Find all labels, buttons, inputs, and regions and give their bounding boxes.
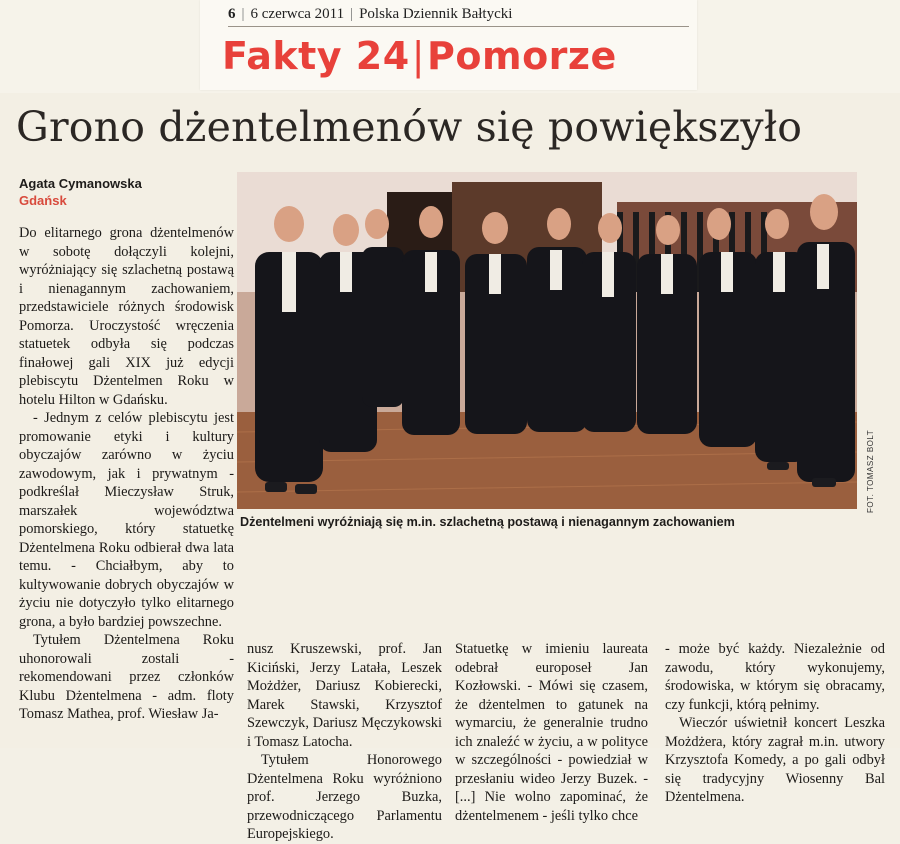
issue-date: 6 czerwca 2011 <box>250 6 345 22</box>
article <box>0 93 900 842</box>
masthead-info-line: 6 | 6 czerwca 2011 | Polska Dziennik Bałtycki <box>228 6 689 27</box>
publication-name: Polska Dziennik Bałtycki <box>359 6 513 22</box>
paragraph: Tytułem Dżentelmena Roku uhonorowali zostali - rekomendowani przez członków Klubu Dżentelmena - adm. floty Tomasz Mathea, prof. Wiesław Ja- <box>19 632 234 722</box>
photo-credit: FOT. TOMASZ BOLT <box>866 429 875 513</box>
masthead <box>200 0 697 90</box>
dateline-city: Gdańsk <box>19 193 67 208</box>
paragraph: - Jednym z celów plebiscytu jest promowanie etyki i kultury obyczajów zarówno w życiu zawodowym, jak i prywatnym - podkreślał Mieczysław Struk, marszałek województwa pomorskiego, który statuetkę Dżentelmena Roku odbierał dwa lata temu. - Chciałbym, aby to kultywowanie dobrych obyczajów w życiu nie dotyczyło tylko elitarnego grona, a było bardziej powszechne. <box>19 410 234 630</box>
paragraph: Do elitarnego grona dżentelmenów w sobotę dołączyli kolejni, wyróżniający się szlachetną postawą i nienagannym zachowaniem, przedstawiciele różnych środowisk Pomorza. Uroczystość wręczenia statuetek odbyła się podczas finałowej gali XIX już edycji plebiscytu Dżentelmen Roku w hotelu Hilton w Gdańsku. <box>19 225 234 408</box>
group-photo-illustration <box>237 172 857 509</box>
photo-caption: Dżentelmeni wyróżniają się m.in. szlachetną postawą i nienagannym zachowaniem <box>240 515 735 529</box>
paragraph: - może być każdy. Niezależnie od zawodu, który wykonujemy, środowiska, w którym się obracamy, czy funkcji, którą pełnimy. <box>665 641 885 713</box>
article-headline: Grono dżentelmenów się powiększyło <box>16 103 803 151</box>
section-title: Fakty 24|Pomorze <box>222 34 617 78</box>
text-column-4 <box>665 640 885 807</box>
paragraph: Statuetkę w imieniu laureata odebrał europoseł Jan Kozłowski. - Mówi się czasem, że dżentelmen to gatunek na wymarciu, że generalnie trudno ich znaleźć w życiu, a w polityce w szczególności - powiedział w przesłaniu wideo Jerzy Buzek. - [...] Nie wolno zapominać, że dżentelmenem - jeśli tylko chce <box>455 641 648 824</box>
paragraph: Tytułem Honorowego Dżentelmena Roku wyróżniono prof. Jerzego Buzka, przewodniczącego Parlamentu Europejskiego. <box>247 752 442 842</box>
text-column-3 <box>455 640 648 825</box>
page-number: 6 <box>228 6 236 22</box>
byline <box>19 175 234 209</box>
author-name: Agata Cymanowska <box>19 176 142 191</box>
text-column-2 <box>247 640 442 844</box>
paragraph: Wieczór uświetnił koncert Leszka Możdżera, który zagrał m.in. utwory Krzysztofa Komedy, a po gali odbył się tradycyjny Wiosenny Bal Dżentelmena. <box>665 715 885 805</box>
text-column-1 <box>19 224 234 724</box>
section-right: Pomorze <box>427 34 617 78</box>
paragraph: nusz Kruszewski, prof. Jan Kiciński, Jerzy Latała, Leszek Możdżer, Dariusz Kobierecki, Marek Stawski, Krzysztof Szewczyk, Dariusz Męczykowski i Tomasz Latocha. <box>247 641 442 750</box>
article-photo <box>237 172 857 509</box>
section-left: Fakty 24 <box>222 34 410 78</box>
